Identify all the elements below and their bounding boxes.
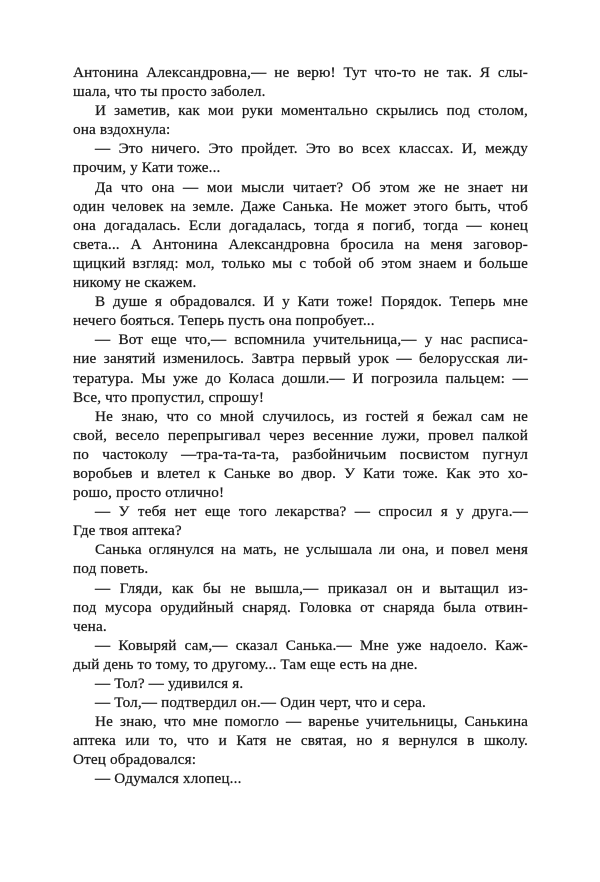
text-line: она вздохнула: [73, 121, 171, 139]
text-line: воробьев и влетел к Саньке во двор. У Кати тоже. Как это хо- [73, 464, 528, 482]
text-line: — Ковыряй сам,— сказал Санька.— Мне уже надоело. Каж- [95, 636, 528, 654]
text-line: — Одумался хлопец... [95, 770, 242, 788]
text-line: рошо, просто отлично! [73, 484, 225, 502]
text-line: В душе я обрадовался. И у Кати тоже! Порядок. Теперь мне [95, 293, 528, 311]
text-line: Не знаю, что со мной случилось, из гостей я бежал сам не [95, 407, 528, 425]
text-line: — У тебя нет еще того лекарства? — спросил я у друга.— [95, 503, 528, 521]
book-page-text [73, 63, 528, 789]
text-line: Антонина Александровна,— не верю! Тут что-то не так. Я слы- [73, 64, 528, 81]
text-line: никому не скажем. [73, 274, 197, 292]
text-line: она догадалась. Если догадалась, тогда я погиб, тогда — конец [73, 216, 528, 234]
text-line: дый день то тому, то другому... Там еще есть на дне. [73, 655, 418, 673]
text-line: один человек на земле. Даже Санька. Не может этого быть, чтоб [73, 197, 528, 215]
text-line: — Гляди, как бы не вышла,— приказал он и вытащил из- [95, 579, 528, 597]
text-line: ние занятий изменилось. Завтра первый урок — белорусская ли- [73, 350, 528, 368]
text-line: света... А Антонина Александровна бросила на меня заговор- [73, 235, 528, 253]
text-line: свой, весело перепрыгивал через весенние лужи, провел палкой [73, 426, 528, 444]
text-line: Все, что пропустил, спрошу! [73, 388, 265, 406]
text-line: щицкий взгляд: мол, только мы с тобой об этом знаем и больше [73, 254, 528, 272]
text-line: аптека или то, что и Катя не святая, но я вернулся в школу. [73, 732, 528, 750]
text-line: Да что она — мои мысли читает? Об этом же не знает ни [95, 178, 528, 196]
text-line: И заметив, как мои руки моментально скрылись под столом, [95, 102, 528, 120]
text-line: чена. [73, 617, 107, 635]
text-line: — Это ничего. Это пройдет. Это во всех классах. И, между [95, 140, 528, 158]
text-line: Отец обрадовался: [73, 751, 197, 769]
text-line: — Тол,— подтвердил он.— Один черт, что и сера. [95, 694, 426, 712]
text-line: Санька оглянулся на мать, не услышала ли она, и повел меня [95, 541, 528, 559]
text-line: по частоколу —тра-та-та-та, разбойничьим посвистом пугнул [73, 445, 528, 463]
text-line: шала, что ты просто заболел. [73, 83, 266, 101]
text-line: — Вот еще что,— вспомнила учительница,— у нас расписа- [95, 331, 528, 349]
text-line: Где твоя аптека? [73, 522, 182, 540]
text-line: — Тол? — удивился я. [95, 675, 244, 692]
text-line: прочим, у Кати тоже... [73, 159, 221, 177]
text-line: под мусора орудийный снаряд. Головка от снаряда была отвин- [73, 598, 528, 616]
text-line: Не знаю, что мне помогло — варенье учительницы, Санькина [95, 713, 528, 731]
text-line: под поветь. [73, 560, 149, 578]
text-line: тература. Мы уже до Коласа дошли.— И погрозила пальцем: — [73, 369, 528, 387]
text-line: нечего бояться. Теперь пусть она попробует... [73, 312, 375, 330]
